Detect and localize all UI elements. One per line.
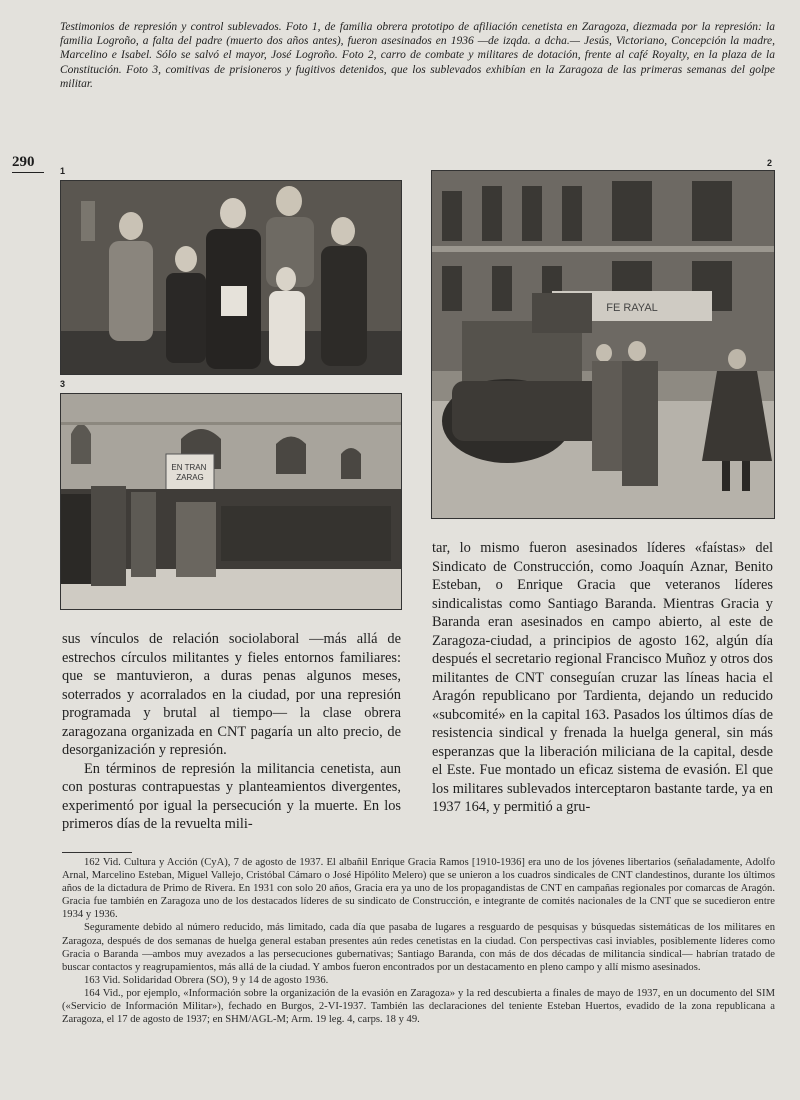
- photo-family: [60, 180, 402, 375]
- photo-3-label: 3: [60, 379, 66, 389]
- footnote-163: 163 Vid. Solidaridad Obrera (SO), 9 y 14 de agosto 1936.: [84, 974, 329, 986]
- left-paragraph-1: sus vínculos de relación sociolaboral —más allá de estrechos círculos militantes y fieles entornos familiares: que se mantuvieron, a duras penas algunos meses, soterrados y acorralados en la ciudad, por una represión programada y brutal al tiempo— la clase obrera zaragozana organizada en CNT pagaría un alto precio, de desorganización y represión.: [62, 631, 401, 758]
- photo-prisoners-image: [61, 394, 401, 609]
- right-paragraph-1: tar, lo mismo fueron asesinados líderes «faístas» del Sindicato de Construcción, como Joaquín Aznar, Benito Esteban, o Enrique Gracia que veteranos líderes sindicalistas como Santiago Baranda. Mientras Gracia y Baranda eran asesinados en campo abierto, al este de Zaragoza-ciudad, a principios de agosto 162, algún día después el secretario regional Francisco Muñoz y otros dos militantes de CNT conseguían cruzar las líneas hacia el Aragón republicano por Tardienta, dejando un reducido «subcomité» en la capital 163. Pasados los últimos días de resistencia sindical y frenada la huelga general, sin más esperanzas que la liberación miliciana de la capital, desde el Este. Fue montado un eficaz sistema de evasión. El que los militares sublevados interceptaron bastante tarde, ya en 1937 164, y permitió a gru-: [432, 540, 773, 815]
- photo-caption: Testimonios de represión y control sublevados. Foto 1, de familia obrera prototipo de afiliación cenetista en Zaragoza, diezmada por la represión: la familia Logroño, a falta del padre (muerto dos años antes), fueron asesinados en 1936 —de izqda. a dcha.— Jesús, Victoriano, Concepción la madre, Marcelino e Isabel. Sólo se salvó el mayor, José Logroño. Foto 2, carro de combate y militares de dotación, frente al café Royalty, en la plaza de la Constitución. Foto 3, comitivas de prisioneros y fugitivos detenidos, que los sublevados exhibían en la Zaragoza de las primeras semanas del golpe militar.: [60, 21, 775, 90]
- footnote-162-continued: Seguramente debido al número reducido, más limitado, cada día que pasaba de lugares a resguardo de pesquisas y búsquedas sistemáticas de los militares en Zaragoza, después de dos semanas de huelga general estaban presentes aún redes cenetistas en la ciudad. Con perspectivas casi inviables, posiblemente líderes como Gracia o Baranda —ambos muy avezados a las persecuciones gubernativas; Santiago Baranda, con más de dos décadas de militancia sindical— habrían tratado de buscar contactos y reagrupamientos, más allá de la ciudad. Y ambos fueron encontrados por un destacamento en pleno campo y allí mismo asesinados.: [62, 922, 775, 973]
- right-text-column: [432, 539, 773, 817]
- left-text-column: [62, 630, 401, 834]
- footnote-rule: [62, 852, 132, 853]
- photo-prisoners: [60, 393, 402, 610]
- photo-2-label: 2: [767, 158, 773, 168]
- page-number: 290: [12, 154, 44, 173]
- footnotes: [62, 856, 775, 1026]
- left-paragraph-2: En términos de represión la militancia cenetista, aun con posturas contrapuestas y planteamientos divergentes, experimentó por igual la persecución y la muerte. En los primeros días de la revuelta mili-: [62, 760, 401, 832]
- photo-tank-image: [432, 171, 774, 518]
- photo-tank: [431, 170, 775, 519]
- photo-1-label: 1: [60, 166, 66, 176]
- banner-text: EN TRAN ZARAG: [171, 463, 207, 482]
- footnote-164: 164 Vid., por ejemplo, «Información sobre la organización de la evasión en Zaragoza» y la red descubierta a finales de mayo de 1937, en un documento del SIM («Servicio de Información Militar»), fechado en Burgos, 2-VI-1937. También las declaraciones del teniente Esteban Huertos, evadido de la zona republicana a Zaragoza, el 17 de agosto de 1937; en SHM/AGL-M; Arm. 19 leg. 4, carps. 18 y 49.: [62, 987, 775, 1026]
- footnote-162: 162 Vid. Cultura y Acción (CyA), 7 de agosto de 1937. El albañil Enrique Gracia Ramos [1910-1936] era uno de los jóvenes libertarios (señaladamente, Adolfo Arnal, Marcelino Esteban, Miguel Vallejo, Cristóbal Cámaro o José Hipólito Melero) que se unieron a los cuadros sindicales de CNT clandestinos, durante los últimos años de la dictadura de Primo de Rivera. En 1931 con solo 20 años, Gracia era ya uno de los propagandistas de CNT en campañas regionales por comarcas de Aragón. Gracia fue también en Zaragoza uno de los destacados líderes de su sindicato de Construcción, e integrante de comités nacionales de la CNT que se sucedieron entre 1934 y 1936.: [62, 857, 775, 921]
- cafe-sign-text: FE RAYAL: [606, 302, 658, 314]
- photo-family-image: [61, 181, 401, 374]
